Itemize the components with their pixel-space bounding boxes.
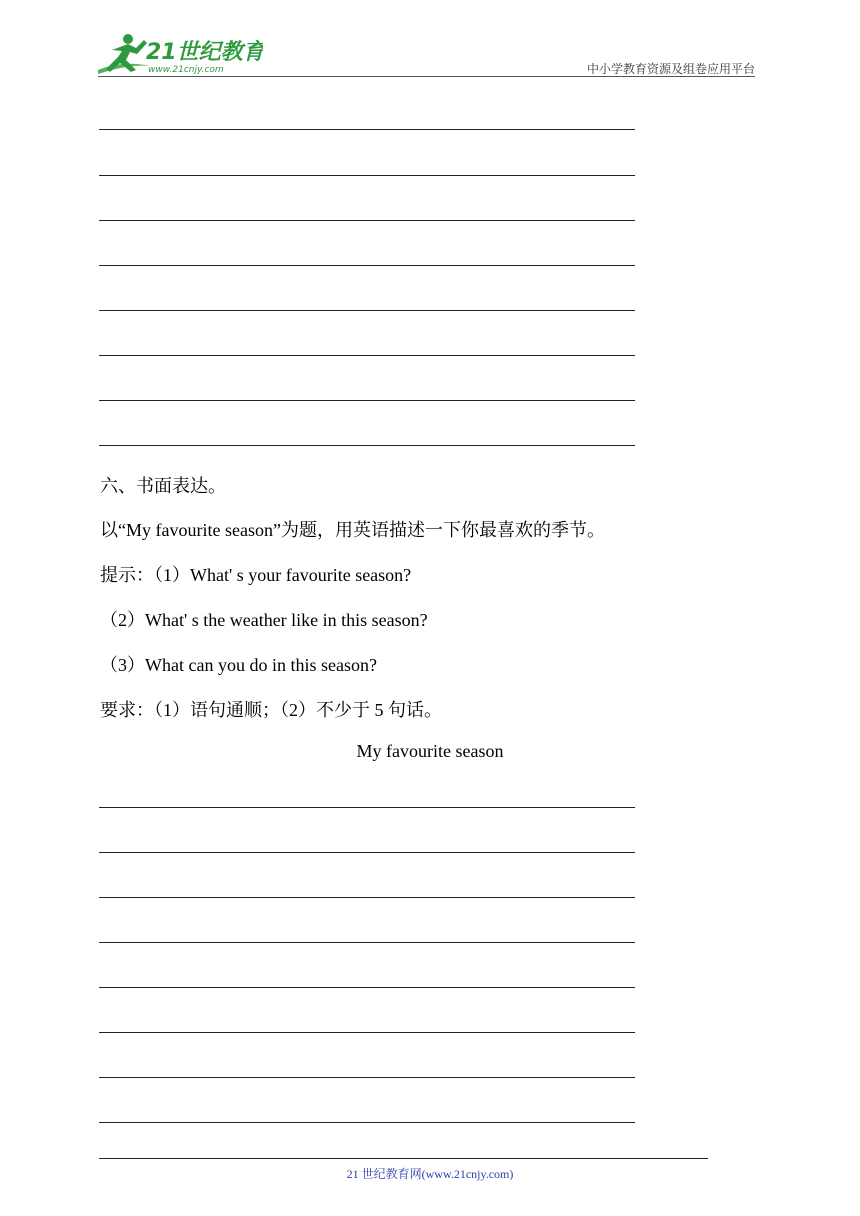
answer-line — [99, 852, 635, 853]
svg-text:21世纪教育: 21世纪教育 — [146, 40, 263, 65]
page-header — [98, 30, 755, 78]
requirements: 要求：（1）语句通顺；（2）不少于 5 句话。 — [100, 700, 442, 720]
hint-1: 提示：（1）What' s your favourite season? — [100, 565, 412, 585]
essay-title: My favourite season — [356, 741, 504, 761]
task-prompt: 以“My favourite season”为题，用英语描述一下你最喜欢的季节。 — [100, 520, 605, 540]
answer-line — [99, 355, 635, 356]
header-divider — [98, 76, 755, 77]
answer-line — [99, 807, 635, 808]
footer-divider — [99, 1158, 708, 1159]
answer-line — [99, 220, 635, 221]
answer-line — [99, 1032, 635, 1033]
answer-line — [99, 1077, 635, 1078]
answer-line — [99, 175, 635, 176]
answer-line — [99, 310, 635, 311]
hint-3: （3）What can you do in this season? — [100, 655, 377, 675]
answer-line — [99, 400, 635, 401]
answer-line — [99, 265, 635, 266]
brand-logo — [98, 30, 263, 76]
answer-line — [99, 129, 635, 130]
section-title: 六、书面表达。 — [100, 476, 226, 496]
answer-line — [99, 897, 635, 898]
answer-line — [99, 942, 635, 943]
hint-2: （2）What' s the weather like in this season? — [100, 610, 428, 630]
answer-line — [99, 445, 635, 446]
answer-line — [99, 1122, 635, 1123]
answer-line — [99, 987, 635, 988]
svg-text:www.21cnjy.com: www.21cnjy.com — [148, 65, 224, 75]
platform-tagline: 中小学教育资源及组卷应用平台 — [586, 62, 755, 76]
footer-source: 21 世纪教育网(www.21cnjy.com) — [346, 1167, 514, 1181]
